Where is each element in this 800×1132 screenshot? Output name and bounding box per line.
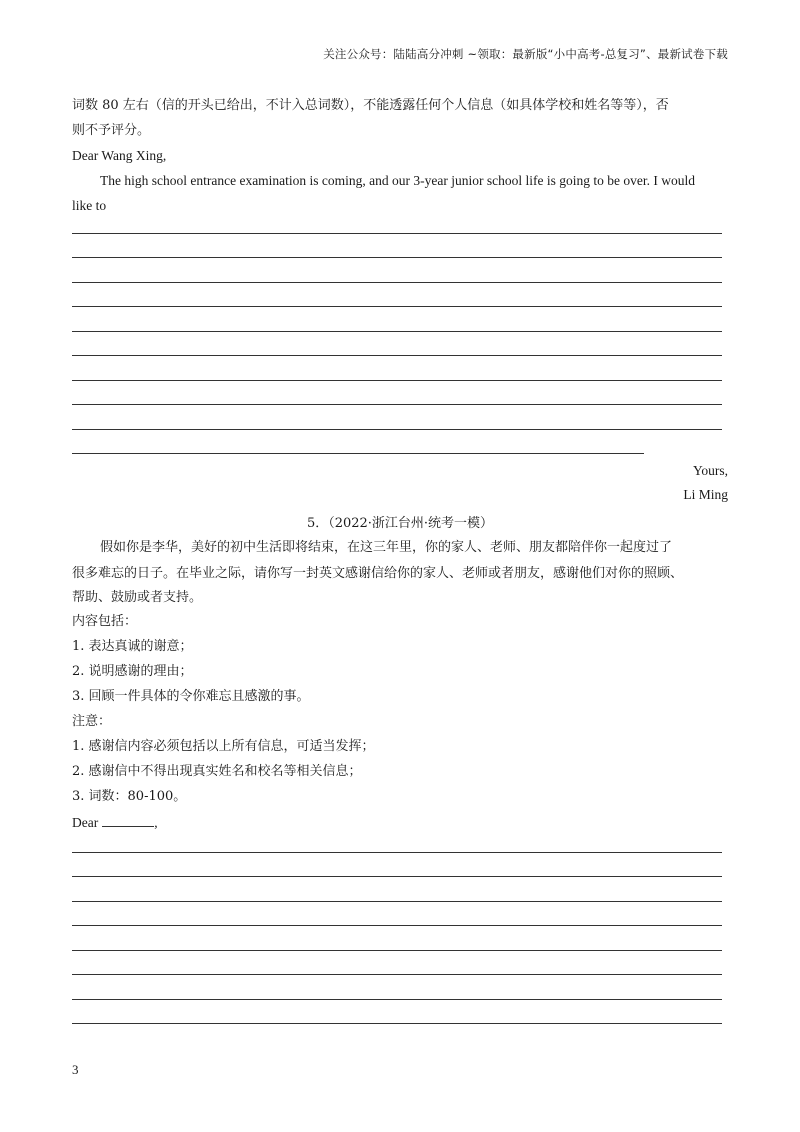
writing-line [72,925,722,926]
writing-line [72,331,722,332]
q5-content-label: 内容包括： [72,614,138,629]
q5-salutation-text: Dear [72,815,99,830]
writing-line [72,233,722,234]
q4-closing: Yours, [692,463,728,478]
q5-salutation [72,813,158,833]
q5-content-item: 1. 表达真诚的谢意； [72,639,193,654]
name-blank [102,814,154,827]
q5-para-line1: 假如你是李华，美好的初中生活即将结束，在这三年里，你的家人、老师、朋友都陪伴你一起度过了 [100,540,673,555]
q5-content-item: 2. 说明感谢的理由； [72,664,193,679]
writing-line [72,999,722,1000]
q5-note-item: 3. 词数：80-100。 [72,789,187,804]
q4-body-line1: The high school entrance examination is coming, and our 3-year junior school life is going to be over. I would [100,173,695,188]
q5-salutation-comma: , [154,815,158,830]
writing-line [72,453,644,454]
writing-line [72,876,722,877]
q5-title: 5．（2022·浙江台州·统考一模） [306,516,494,531]
writing-line [72,306,722,307]
page-number: 3 [72,1062,79,1077]
writing-line [72,852,722,853]
page-header: 关注公众号：陆陆高分冲刺 ~领取：最新版“小中高考-总复习”、最新试卷下载 [323,47,728,61]
writing-line [72,282,722,283]
q5-note-label: 注意： [72,714,112,729]
writing-line [72,429,722,430]
writing-line [72,974,722,975]
writing-line [72,901,722,902]
writing-line [72,950,722,951]
writing-line [72,257,722,258]
writing-line [72,1023,722,1024]
q5-note-item: 2. 感谢信中不得出现真实姓名和校名等相关信息； [72,764,362,779]
q5-note-item: 1. 感谢信内容必须包括以上所有信息，可适当发挥； [72,739,375,754]
q5-para-line3: 帮助、鼓励或者支持。 [72,590,203,605]
q5-content-item: 3. 回顾一件具体的令你难忘且感激的事。 [72,689,310,704]
q4-body-line2: like to [72,198,107,213]
q5-para-line2: 很多难忘的日子。在毕业之际，请你写一封英文感谢信给你的家人、老师或者朋友，感谢他们对你的照顾、 [72,566,684,581]
q4-salutation: Dear Wang Xing, [72,148,167,163]
q4-signature: Li Ming [683,487,728,502]
q4-requirement-line1: 词数 80 左右（信的开头已给出，不计入总词数），不能透露任何个人信息（如具体学校和姓名等等），否 [72,98,669,113]
writing-line [72,355,722,356]
q4-requirement-line2: 则不予评分。 [72,123,151,138]
writing-line [72,380,722,381]
writing-line [72,404,722,405]
